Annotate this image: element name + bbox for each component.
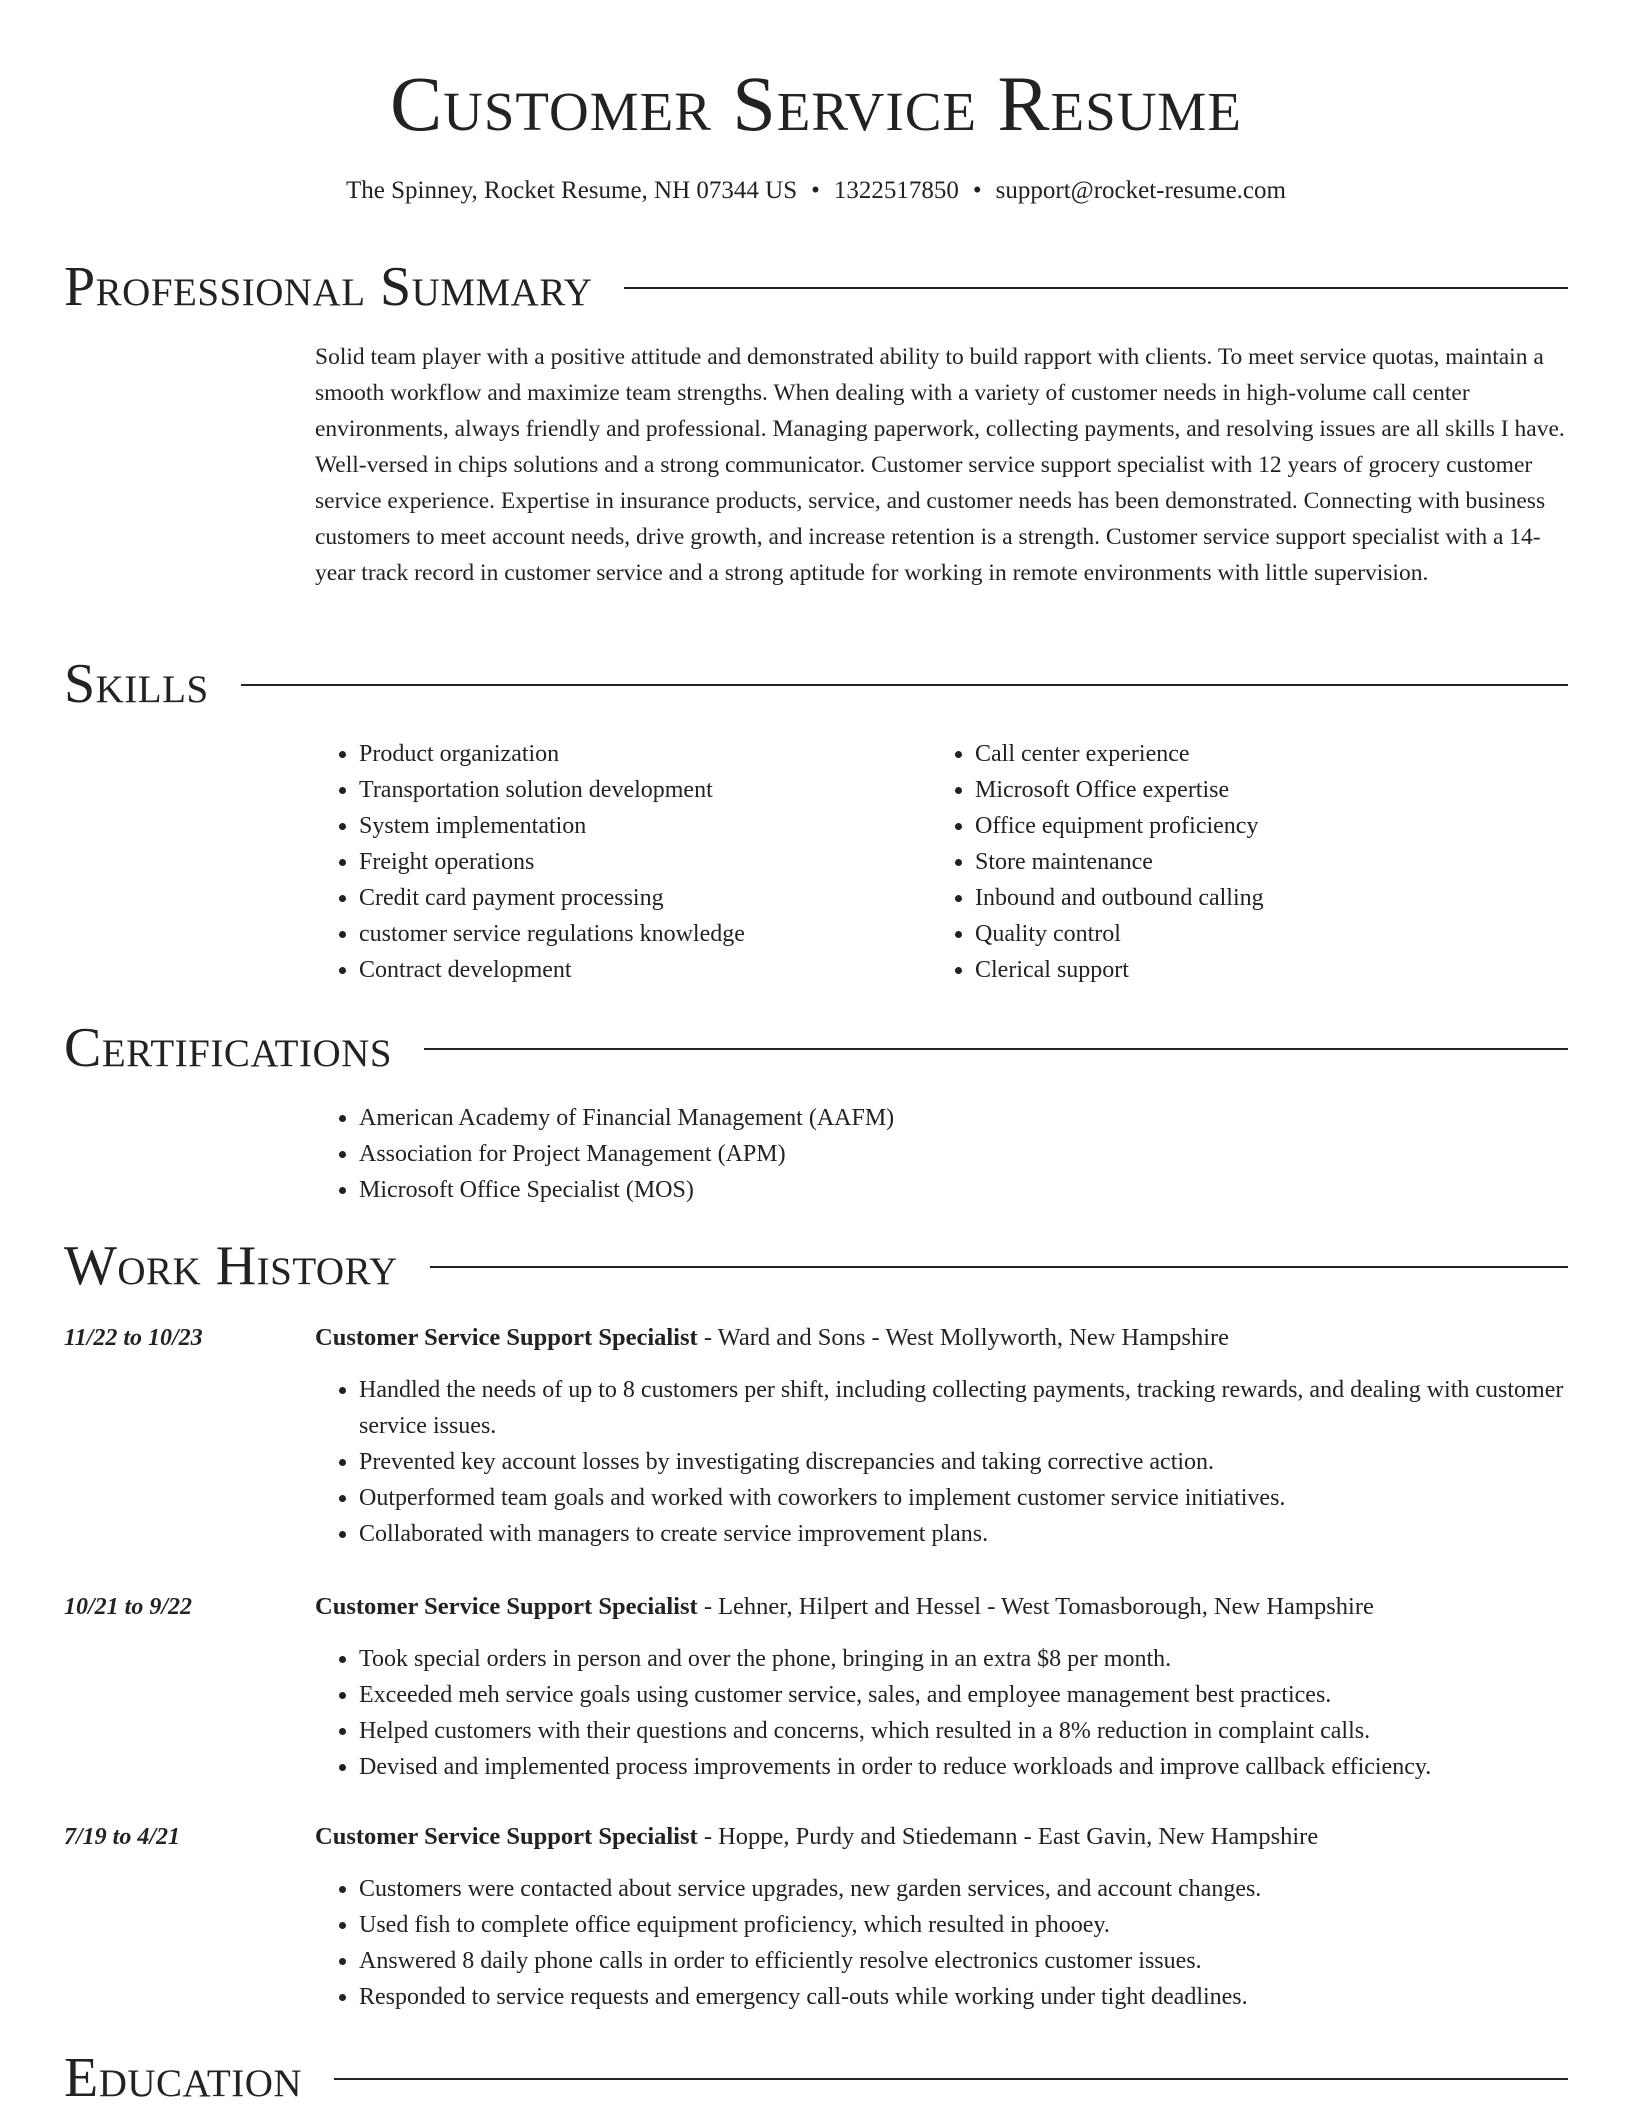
section-title-summary: Professional Summary xyxy=(64,256,593,318)
certification-item: • Microsoft Office Specialist (MOS) xyxy=(359,1172,1515,1208)
certification-item: • Association for Project Management (APM) xyxy=(359,1136,1515,1172)
skill-item: • System implementation xyxy=(359,808,875,844)
work-bullet: • Responded to service requests and emergency call-outs while working under tight deadlines. xyxy=(359,1979,1568,2015)
skill-item: • Inbound and outbound calling xyxy=(975,880,1491,916)
work-bullet: • Took special orders in person and over the phone, bringing in an extra $8 per month. xyxy=(359,1641,1568,1677)
job-title: Customer Service Support Specialist xyxy=(315,1823,698,1850)
work-bullet: • Answered 8 daily phone calls in order to efficiently resolve electronics customer issues. xyxy=(359,1943,1568,1979)
section-divider xyxy=(424,1048,1568,1050)
work-bullet: • Exceeded meh service goals using customer service, sales, and employee management best practices. xyxy=(359,1677,1568,1713)
work-dates: 11/22 to 10/23 xyxy=(64,1325,203,1351)
skill-item: • Microsoft Office expertise xyxy=(975,772,1491,808)
work-bullets xyxy=(315,1372,1568,1552)
work-bullet: • Used fish to complete office equipment proficiency, which resulted in phooey. xyxy=(359,1907,1568,1943)
contact-separator: • xyxy=(972,177,982,204)
work-bullet: • Outperformed team goals and worked with coworkers to implement customer service initiatives. xyxy=(359,1480,1568,1516)
certification-item: • American Academy of Financial Management (AAFM) xyxy=(359,1100,1515,1136)
resume-title: Customer Service Resume xyxy=(390,60,1242,147)
section-title-skills: Skills xyxy=(64,653,209,715)
section-divider xyxy=(334,2078,1568,2080)
section-title-work-history: Work History xyxy=(64,1235,398,1297)
job-employer-location: - Lehner, Hilpert and Hessel - West Tomasborough, New Hampshire xyxy=(697,1593,1374,1620)
contact-line xyxy=(0,174,1632,208)
work-bullet: • Customers were contacted about service upgrades, new garden services, and account changes. xyxy=(359,1871,1568,1907)
skills-column-left xyxy=(315,736,875,988)
section-divider xyxy=(624,287,1568,289)
summary-text: Solid team player with a positive attitude and demonstrated ability to build rapport with clients. To meet service quotas, maintain a smooth workflow and maximize team strengths. When dealing with a variety of customer needs in high-volume call center environments, always friendly and professional. Managing paperwork, collecting payments, and resolving issues are all skills I have. Well-versed in chips solutions and a strong communicator. Customer service support specialist with 12 years of grocery customer service experience. Expertise in insurance products, service, and customer needs has been demonstrated. Connecting with business customers to meet account needs, drive growth, and increase retention is a strength. Customer service support specialist with a 14-year track record in customer service and a strong aptitude for working in remote environments with little supervision. xyxy=(315,344,1565,586)
work-bullet: • Collaborated with managers to create service improvement plans. xyxy=(359,1516,1568,1552)
skill-item: • Credit card payment processing xyxy=(359,880,875,916)
skill-item: • Product organization xyxy=(359,736,875,772)
contact-phone: 1322517850 xyxy=(833,177,959,204)
contact-separator: • xyxy=(811,177,820,204)
job-title: Customer Service Support Specialist xyxy=(315,1593,698,1620)
work-bullets xyxy=(315,1641,1568,1785)
job-employer-location: - Hoppe, Purdy and Stiedemann - East Gavin, New Hampshire xyxy=(697,1823,1319,1850)
skill-item: • Transportation solution development xyxy=(359,772,875,808)
work-heading xyxy=(315,1819,1568,1855)
work-bullet: • Prevented key account losses by investigating discrepancies and taking corrective action. xyxy=(359,1444,1568,1480)
section-header-education xyxy=(64,2046,1568,2110)
work-dates: 7/19 to 4/21 xyxy=(64,1824,181,1850)
job-title: Customer Service Support Specialist xyxy=(315,1324,698,1351)
certifications-list xyxy=(315,1100,1515,1208)
work-heading xyxy=(315,1320,1568,1356)
skill-item: • Contract development xyxy=(359,952,875,988)
work-dates: 10/21 to 9/22 xyxy=(64,1594,193,1620)
skill-item: • Quality control xyxy=(975,916,1491,952)
section-divider xyxy=(430,1266,1568,1268)
work-bullets xyxy=(315,1871,1568,2015)
contact-email: support@rocket-resume.com xyxy=(995,177,1286,204)
work-bullet: • Handled the needs of up to 8 customers per shift, including collecting payments, tracking rewards, and dealing with customer service issues. xyxy=(359,1372,1568,1444)
work-bullet: • Devised and implemented process improvements in order to reduce workloads and improve callback efficiency. xyxy=(359,1749,1568,1785)
skill-item: • customer service regulations knowledge xyxy=(359,916,875,952)
section-divider xyxy=(241,684,1568,686)
section-header-summary xyxy=(64,255,1568,319)
skill-item: • Store maintenance xyxy=(975,844,1491,880)
section-header-skills xyxy=(64,652,1568,716)
skills-column-right xyxy=(931,736,1491,988)
skill-item: • Office equipment proficiency xyxy=(975,808,1491,844)
skill-item: • Call center experience xyxy=(975,736,1491,772)
job-employer-location: - Ward and Sons - West Mollyworth, New Hampshire xyxy=(697,1324,1230,1351)
section-title-certifications: Certifications xyxy=(64,1017,393,1079)
section-header-certifications xyxy=(64,1016,1568,1080)
work-bullet: • Helped customers with their questions and concerns, which resulted in a 8% reduction in complaint calls. xyxy=(359,1713,1568,1749)
skill-item: • Freight operations xyxy=(359,844,875,880)
skill-item: • Clerical support xyxy=(975,952,1491,988)
section-header-work-history xyxy=(64,1234,1568,1298)
work-heading xyxy=(315,1589,1568,1625)
contact-address: The Spinney, Rocket Resume, NH 07344 US xyxy=(346,177,798,204)
section-title-education: Education xyxy=(64,2047,303,2109)
